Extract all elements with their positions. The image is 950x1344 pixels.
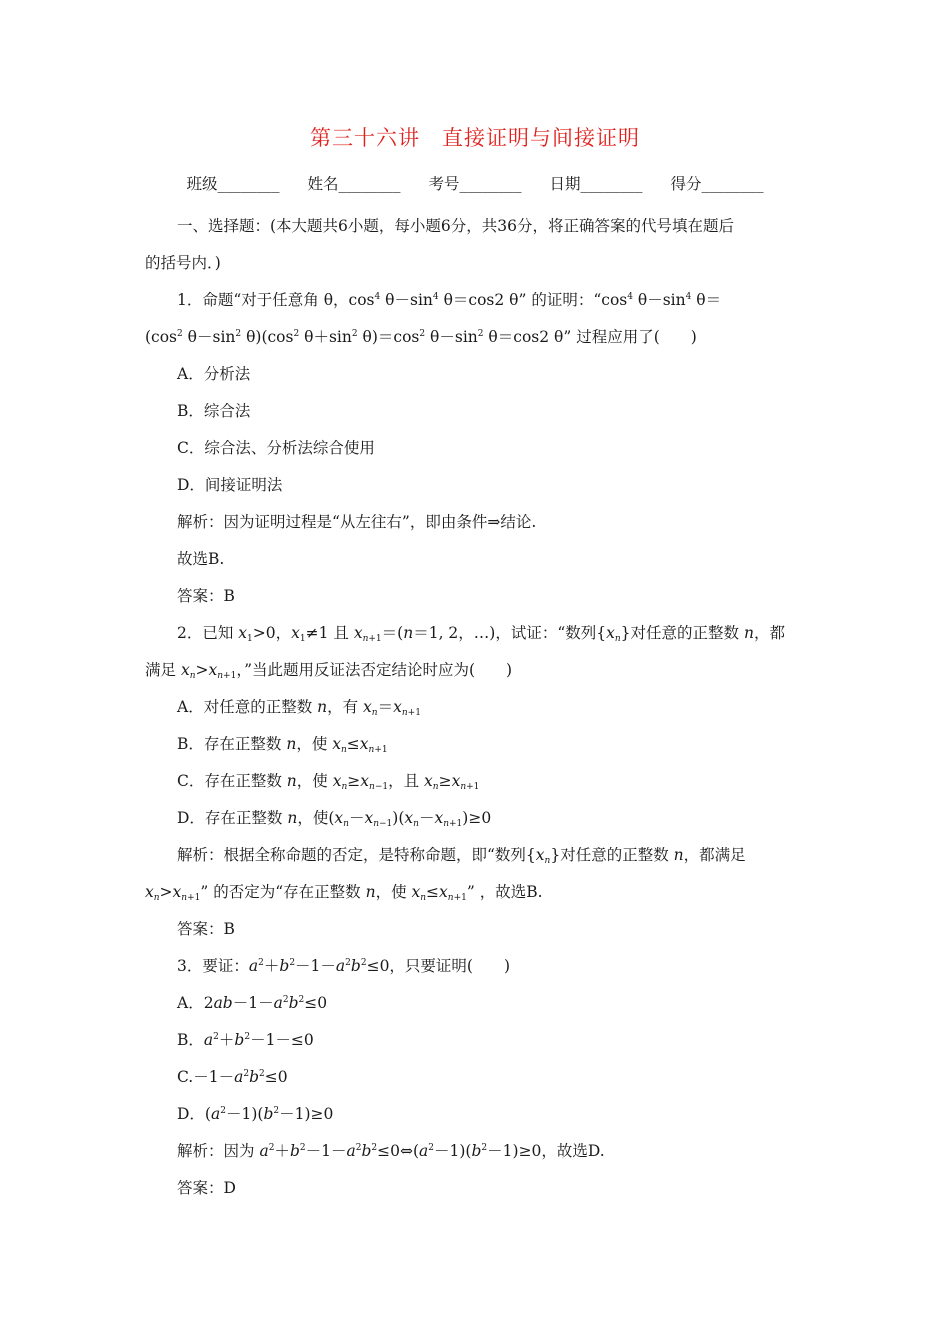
section-heading-line1: 一、选择题：(本大题共6小题，每小题6分，共36分，将正确答案的代号填在题后 xyxy=(177,217,734,235)
question-2-option-a: A．对任意的正整数 n，有 $x_n=x_{n+1}$ xyxy=(177,698,421,718)
question-1-option-c: C．综合法、分析法综合使用 xyxy=(177,439,375,457)
question-2-stem-line2: 满足 $x_n>x_{n+1}$，”当此题用反证法否定结论时应为( ) xyxy=(145,661,513,681)
question-3-option-d: D．$(a^2-1)(b^2-1)\ge 0$ xyxy=(177,1105,334,1123)
info-field-score: 得分 xyxy=(670,175,702,193)
question-2-analysis-line2: $x_n>x_{n+1}$” 的否定为“存在正整数 n，使 $x_n\le x_{n+1}$” ，故选B. xyxy=(145,883,543,903)
section-heading-line2: 的括号内．) xyxy=(145,254,221,272)
info-field-class: 班级 xyxy=(186,175,218,193)
question-3-option-a: A．$2ab-1-a^2b^2\le 0$ xyxy=(177,994,328,1012)
page-title: 第三十六讲 直接证明与间接证明 xyxy=(310,126,640,150)
question-1-option-a: A．分析法 xyxy=(177,365,251,383)
info-field-date: 日期 xyxy=(549,175,581,193)
question-2-analysis-line1: 解析：根据全称命题的否定，是特称命题，即“数列$\{x_n\}$对任意的正整数 n，都满足 xyxy=(177,846,746,866)
question-1-analysis: 解析：因为证明过程是“从左往右”，即由条件⇒结论. xyxy=(177,513,537,531)
question-1-answer: 答案：B xyxy=(177,587,235,605)
question-3-option-c: $C.-1-a^2b^2\le 0$ xyxy=(177,1068,288,1086)
question-1-option-d: D．间接证明法 xyxy=(177,476,283,494)
question-3-answer: 答案：D xyxy=(177,1179,236,1197)
question-3-stem: 3．要证：$a^2+b^2-1-a^2b^2\le 0$，只要证明( ) xyxy=(177,957,511,975)
question-2-option-d: D．存在正整数 n，使$(x_n-x_{n-1})(x_n-x_{n+1})\ge 0$ xyxy=(177,809,492,829)
info-field-name: 姓名 xyxy=(307,175,339,193)
question-1-choose: 故选B. xyxy=(177,550,225,568)
info-field-exam-number: 考号 xyxy=(428,175,460,193)
question-1-stem-line2: ($\cos^2$ $\theta-\sin^2$ $\theta)(\cos^2$ $\theta+\sin^2$ $\theta)=\cos^2$ $\theta-\sin^2$ θ＝cos2 θ” 过程应用了( ) xyxy=(145,328,697,346)
question-2-stem-line1: 2．已知 $x_1>0$，$x_1\ne 1$ 且 $x_{n+1}=(n=1$, 2，…)，试证：“数列$\{x_n\}$对任意的正整数 n，都 xyxy=(177,624,785,644)
question-1-option-b: B．综合法 xyxy=(177,402,251,420)
question-2-option-c: C．存在正整数 n，使 $x_n\ge x_{n-1}$，且 $x_n\ge x_{n+1}$ xyxy=(177,772,480,792)
question-1-stem-line1: 1．命题“对于任意角 θ，$\cos^4 \theta-\sin^4$ θ＝cos2 θ” 的证明：“$\cos^4$ $\theta-\sin^4$ θ＝ xyxy=(177,291,722,309)
question-2-option-b: B．存在正整数 n，使 $x_n\le x_{n+1}$ xyxy=(177,735,388,755)
document-body xyxy=(145,208,807,1207)
question-2-answer: 答案：B xyxy=(177,920,235,938)
question-3-analysis: 解析：因为 $a^2+b^2-1-a^2b^2\le 0\Leftrightarrow(a^2-1)(b^2-1)\ge 0$，故选D. xyxy=(177,1142,605,1160)
question-3-option-b: B．$a^2+b^2-1-\le 0$ xyxy=(177,1031,314,1049)
student-info-row: 班级________ 姓名________ 考号________ 日期________ 得分________ xyxy=(186,175,764,193)
